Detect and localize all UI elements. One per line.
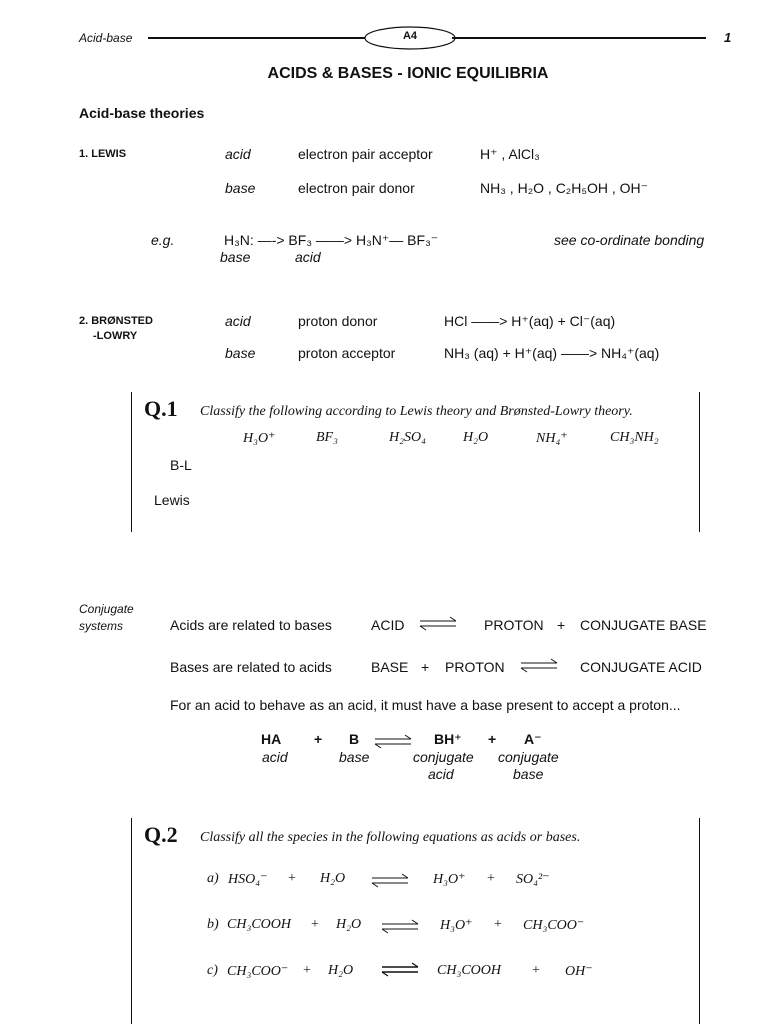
q2-eq-c-p2: OH⁻ (565, 964, 593, 979)
lewis-label: 1. LEWIS (79, 148, 127, 160)
eq-plus-2: + (488, 731, 497, 747)
lewis-eg-equation: H₃N: —-> BF₃ ——> H₃N⁺— BF₃⁻ (224, 232, 439, 248)
equilibrium-arrow-icon (373, 734, 415, 750)
conjugate-label-line2: systems (79, 619, 124, 633)
header-section-label: Acid-base (79, 31, 133, 45)
conjugate-line2-conj: CONJUGATE ACID (580, 659, 702, 675)
q2-eq-a-label: a) (207, 871, 219, 886)
theories-heading: Acid-base theories (79, 105, 205, 121)
q1-prompt: Classify the following according to Lewis theory and Brønsted-Lowry theory. (200, 404, 633, 419)
lewis-eg-note: see co-ordinate bonding (554, 232, 705, 248)
eq-label-conj-acid-1: conjugate (413, 749, 474, 765)
q1-row-bl: B-L (170, 457, 192, 473)
q2-prompt: Classify all the species in the following equations as acids or bases. (200, 830, 581, 845)
eq-a: A⁻ (524, 731, 542, 747)
lewis-eg-label: e.g. (151, 232, 175, 248)
bronsted-label-line1: 2. BRØNSTED (79, 315, 153, 327)
q1-species-2: BF₃ (316, 430, 338, 445)
q2-eq-c-plus1: + (303, 963, 311, 978)
conjugate-statement: For an acid to behave as an acid, it must have a base present to accept a proton... (170, 697, 681, 713)
q1-species-5: NH₄⁺ (536, 431, 568, 446)
q2-eq-a-p1: H₃O⁺ (433, 872, 466, 887)
bronsted-acid-equation: HCl ——> H⁺(aq) + Cl⁻(aq) (444, 313, 616, 329)
q2-eq-a-r1: HSO₄⁻ (228, 872, 268, 887)
lewis-acid-examples: H⁺ , AlCl₃ (480, 146, 540, 162)
header-rule-left (148, 37, 368, 39)
bronsted-base-desc: proton acceptor (298, 345, 396, 361)
q2-eq-a-plus1: + (288, 871, 296, 886)
eq-label-conj-base-1: conjugate (498, 749, 559, 765)
q1-species-1: H₃O⁺ (243, 431, 276, 446)
lewis-base-desc: electron pair donor (298, 180, 415, 196)
q1-number: Q.1 (144, 396, 178, 421)
bronsted-acid-term: acid (225, 313, 251, 329)
q2-eq-b-r1: CH₃COOH (227, 917, 291, 932)
bronsted-acid-desc: proton donor (298, 313, 378, 329)
conjugate-line1-proton: PROTON (484, 617, 544, 633)
conjugate-line1-plus: + (557, 617, 566, 633)
conjugate-line1-acid: ACID (371, 617, 405, 633)
q2-eq-b-p2: CH₃COO⁻ (523, 918, 585, 933)
q2-eq-c-r1: CH₃COO⁻ (227, 964, 289, 979)
q2-box-left (131, 818, 132, 1024)
lewis-acid-term: acid (225, 146, 251, 162)
equilibrium-arrow-icon (519, 658, 561, 674)
conjugate-line2-text: Bases are related to acids (170, 659, 332, 675)
q2-eq-a-p2: SO₄²⁻ (516, 872, 550, 887)
q2-eq-c-p1: CH₃COOH (437, 963, 501, 978)
conjugate-line1-conj: CONJUGATE BASE (580, 617, 707, 633)
lewis-acid-desc: electron pair acceptor (298, 146, 433, 162)
equilibrium-arrow-icon (370, 873, 412, 889)
header-badge: A4 (402, 30, 418, 42)
bronsted-base-term: base (225, 345, 256, 361)
q2-eq-c-r2: H₂O (328, 963, 354, 978)
lewis-base-term: base (225, 180, 256, 196)
eq-ha: HA (261, 731, 282, 747)
eq-bh: BH⁺ (434, 731, 462, 747)
q2-eq-c-plus2: + (532, 963, 540, 978)
eq-label-conj-acid-2: acid (428, 766, 454, 782)
bronsted-base-equation: NH₃ (aq) + H⁺(aq) ——> NH₄⁺(aq) (444, 345, 660, 361)
header-rule-right (452, 37, 706, 39)
page-title: ACIDS & BASES - IONIC EQUILIBRIA (267, 65, 549, 82)
q2-box-right (699, 818, 700, 1024)
q2-eq-b-plus1: + (311, 917, 319, 932)
q2-eq-b-label: b) (207, 917, 219, 932)
q2-eq-c-label: c) (207, 963, 218, 978)
equilibrium-arrow-icon (380, 962, 422, 978)
conjugate-line2-proton: PROTON (445, 659, 505, 675)
q2-eq-b-p1: H₃O⁺ (440, 918, 473, 933)
q1-species-6: CH₃NH₂ (610, 430, 659, 445)
q2-eq-b-plus2: + (494, 917, 502, 932)
q1-species-3: H₂SO₄ (389, 430, 426, 445)
eq-label-conj-base-2: base (513, 766, 544, 782)
eq-label-acid: acid (262, 749, 288, 765)
q2-eq-b-r2: H₂O (336, 917, 362, 932)
q1-row-lewis: Lewis (154, 492, 190, 508)
conjugate-line1-text: Acids are related to bases (170, 617, 332, 633)
lewis-eg-acid: acid (295, 249, 321, 265)
equilibrium-arrow-icon (418, 616, 460, 632)
q1-box-right (699, 392, 700, 532)
q1-box-left (131, 392, 132, 532)
lewis-base-examples: NH₃ , H₂O , C₂H₅OH , OH⁻ (480, 180, 649, 196)
eq-b: B (349, 731, 360, 747)
lewis-eg-base: base (220, 249, 251, 265)
q2-eq-a-r2: H₂O (320, 871, 346, 886)
conjugate-label-line1: Conjugate (79, 602, 134, 616)
conjugate-line2-base: BASE (371, 659, 409, 675)
q2-eq-a-plus2: + (487, 871, 495, 886)
q2-number: Q.2 (144, 822, 178, 847)
equilibrium-arrow-icon (380, 919, 422, 935)
eq-label-base: base (339, 749, 370, 765)
eq-plus-1: + (314, 731, 323, 747)
page-number: 1 (724, 30, 732, 45)
bronsted-label-line2: -LOWRY (93, 330, 138, 342)
conjugate-line2-plus: + (421, 659, 430, 675)
q1-species-4: H₂O (463, 430, 489, 445)
